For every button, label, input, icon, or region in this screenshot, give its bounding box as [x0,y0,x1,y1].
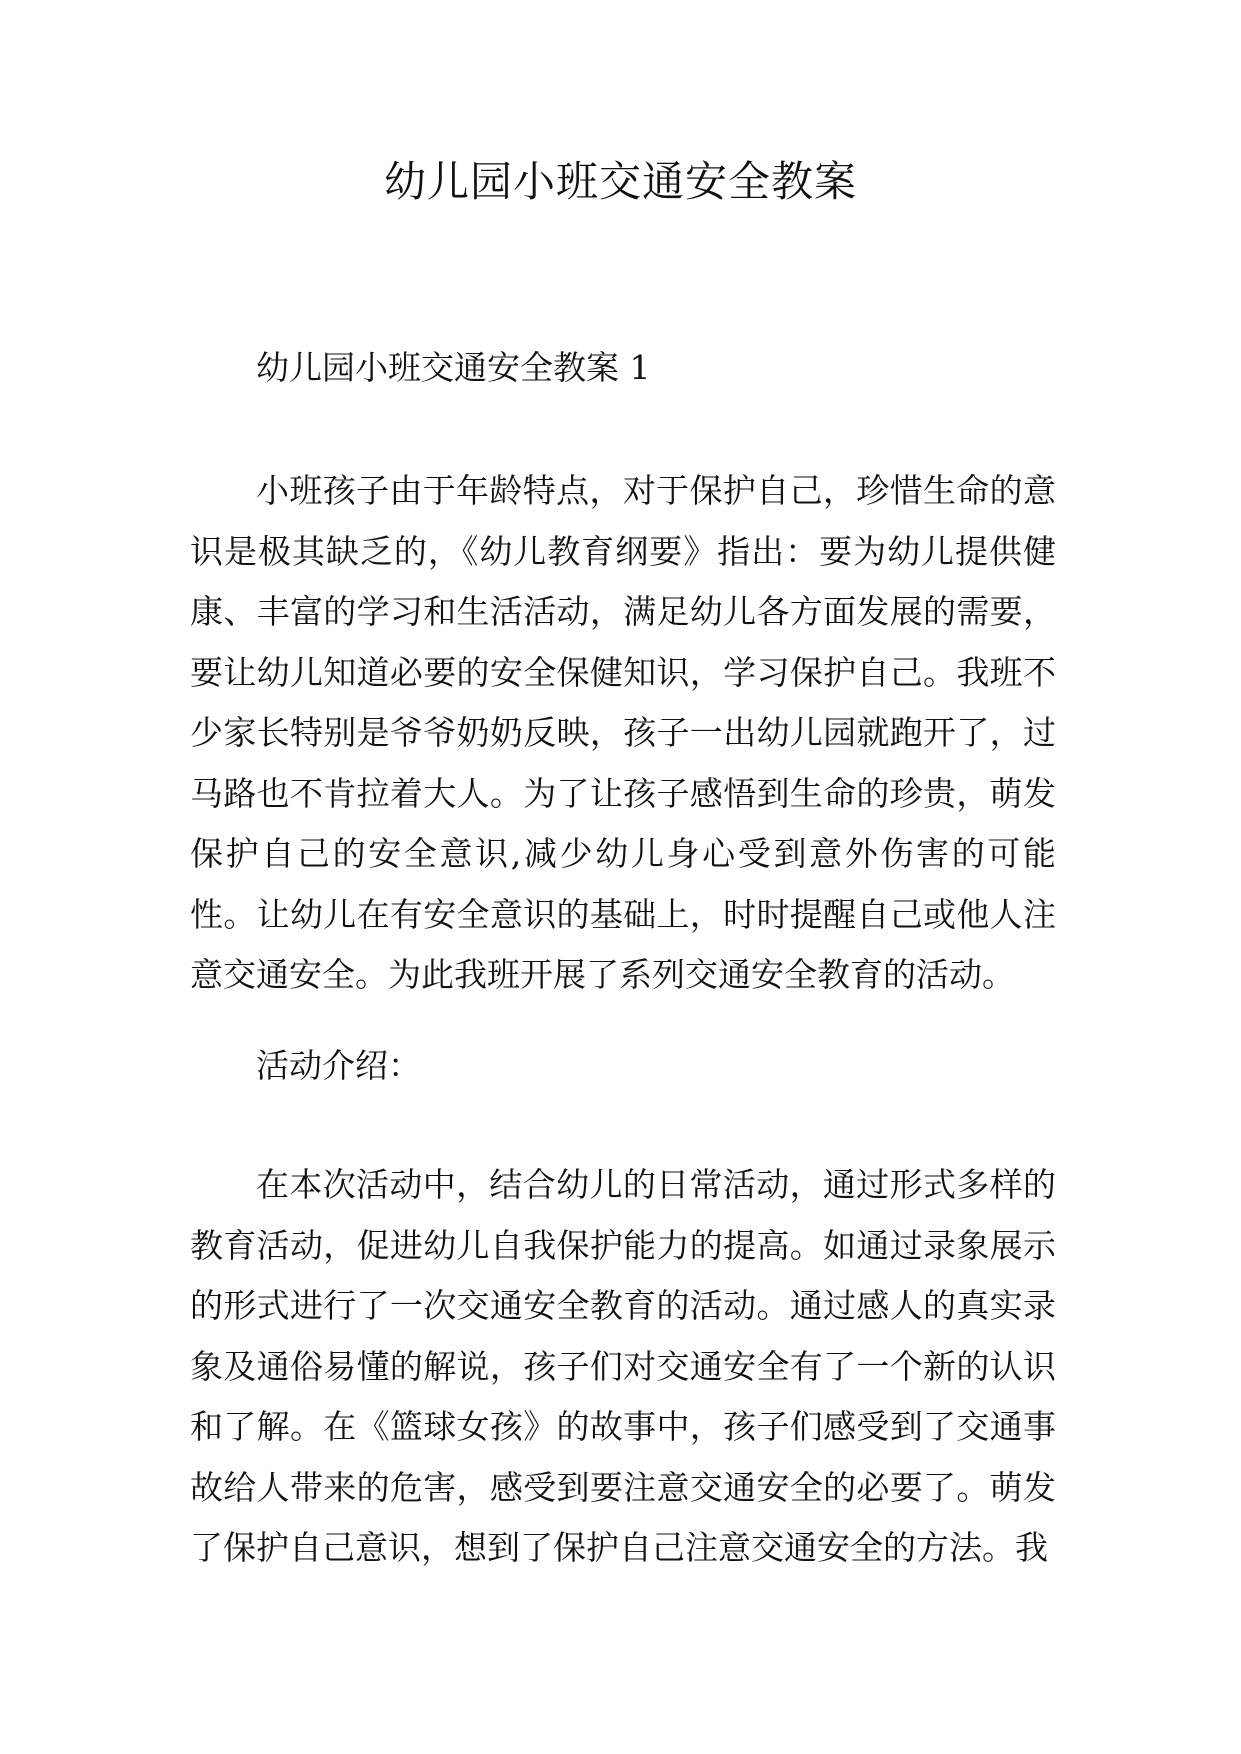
body-paragraph-activity: 在本次活动中，结合幼儿的日常活动，通过形式多样的教育活动，促进幼儿自我保护能力的提高。如通过录象展示的形式进行了一次交通安全教育的活动。通过感人的真实录象及通俗易懂的解说，孩子们对交通安全有了一个新的认识和了解。在《篮球女孩》的故事中，孩子们感受到了交通事故给人带来的危害，感受到要注意交通安全的必要了。萌发了保护自己意识，想到了保护自己注意交通安全的方法。我 [190,1165,1056,1567]
section-heading: 幼儿园小班交通安全教案 1 [256,348,651,387]
body-paragraph-intro: 小班孩子由于年龄特点，对于保护自己，珍惜生命的意识是极其缺乏的，《幼儿教育纲要》指出：要为幼儿提供健康、丰富的学习和生活活动，满足幼儿各方面发展的需要，要让幼儿知道必要的安全保健知识，学习保护自己。我班不少家长特别是爷爷奶奶反映，孩子一出幼儿园就跑开了，过马路也不肯拉着大人。为了让孩子感悟到生命的珍贵，萌发保护自己的安全意识,减少幼儿身心受到意外伤害的可能性。让幼儿在有安全意识的基础上，时时提醒自己或他人注意交通安全。为此我班开展了系列交通安全教育的活动。 [190,471,1056,994]
activity-intro-label: 活动介绍： [256,1046,421,1085]
document-title: 幼儿园小班交通安全教案 [383,157,857,206]
